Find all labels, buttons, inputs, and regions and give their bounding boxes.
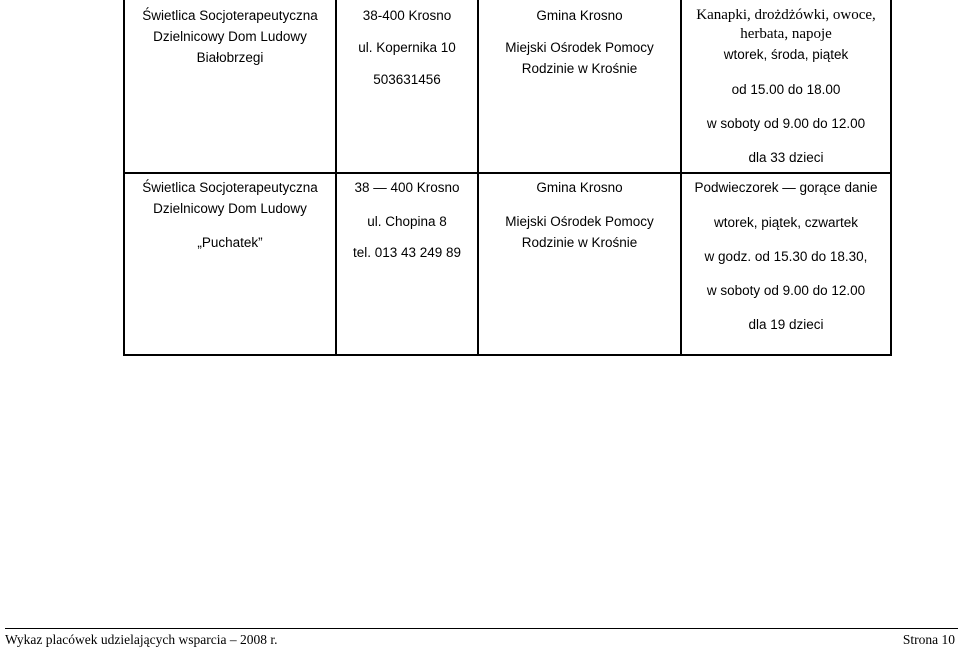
service-line: od 15.00 do 18.00 — [731, 82, 841, 97]
facility-name-line: „Puchatek” — [197, 235, 263, 250]
phone-number: 503631456 — [373, 72, 441, 87]
facility-name-cell — [124, 0, 336, 173]
service-line: dla 19 dzieci — [748, 317, 824, 332]
facility-name-line: Dzielnicowy Dom Ludowy — [153, 29, 307, 44]
facilities-table — [123, 0, 892, 356]
service-cell — [681, 0, 891, 173]
service-line: w soboty od 9.00 do 12.00 — [706, 116, 866, 131]
service-line: Kanapki, drożdżówki, owoce, — [696, 7, 876, 23]
address-line: 38 — 400 Krosno — [354, 180, 460, 195]
address-line: 38-400 Krosno — [362, 8, 452, 23]
service-line: w godz. od 15.30 do 18.30, — [704, 249, 868, 264]
table-row — [124, 173, 891, 355]
organizer-line: Miejski Ośrodek Pomocy — [505, 214, 654, 229]
phone-number: tel. 013 43 249 89 — [352, 245, 462, 260]
facility-name-line: Świetlica Socjoterapeutyczna — [142, 180, 318, 195]
facility-name-cell — [124, 173, 336, 355]
service-cell — [681, 173, 891, 355]
organizer-cell — [478, 0, 681, 173]
service-line: dla 33 dzieci — [748, 150, 824, 165]
address-line: ul. Chopina 8 — [367, 214, 447, 229]
address-cell — [336, 0, 478, 173]
organizer-line: Rodzinie w Krośnie — [521, 235, 638, 250]
organizer-cell — [478, 173, 681, 355]
service-line: wtorek, środa, piątek — [723, 47, 849, 62]
facility-name-line: Świetlica Socjoterapeutyczna — [142, 8, 318, 23]
organizer-line: Gmina Krosno — [536, 180, 623, 195]
service-line: wtorek, piątek, czwartek — [713, 215, 859, 230]
organizer-line: Rodzinie w Krośnie — [521, 61, 638, 76]
facility-name-line: Białobrzegi — [196, 50, 264, 65]
footer-document-title: Wykaz placówek udzielających wsparcia – 2008 r. — [5, 632, 278, 647]
facility-name-line: Dzielnicowy Dom Ludowy — [153, 201, 307, 216]
service-line: w soboty od 9.00 do 12.00 — [706, 283, 866, 298]
page-number: Strona 10 — [902, 632, 955, 647]
table-row — [124, 0, 891, 173]
service-line: Podwieczorek — gorące danie — [694, 180, 878, 195]
address-cell — [336, 173, 478, 355]
organizer-line: Gmina Krosno — [536, 8, 623, 23]
service-line: herbata, napoje — [740, 26, 832, 42]
organizer-line: Miejski Ośrodek Pomocy — [505, 40, 654, 55]
address-line: ul. Kopernika 10 — [358, 40, 456, 55]
footer-divider — [5, 628, 958, 629]
